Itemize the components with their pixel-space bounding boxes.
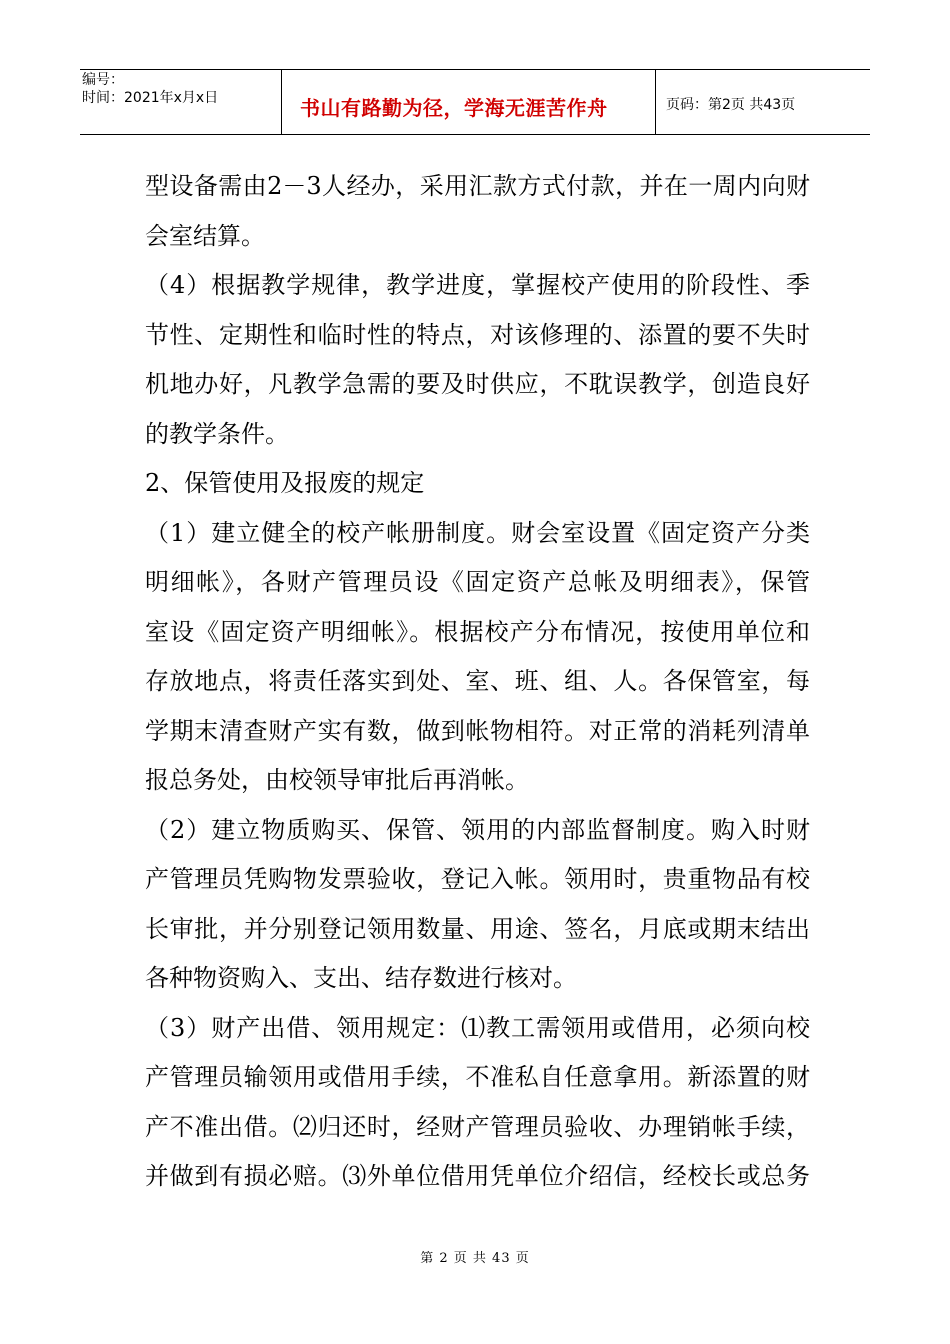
body-line: 产不准出借。⑵归还时，经财产管理员验收、办理销帐手续， xyxy=(145,1112,810,1141)
body-line: 产管理员输领用或借用手续，不准私自任意拿用。新添置的财 xyxy=(145,1063,810,1091)
body-line: 型设备需由2－3人经办，采用汇款方式付款，并在一周内向财 xyxy=(145,172,810,200)
header-motto-cell xyxy=(282,70,656,134)
document-number-label: 编号： xyxy=(82,72,124,88)
section-heading: 2、保管使用及报废的规定 xyxy=(145,469,425,497)
header-table xyxy=(80,69,870,135)
body-line: （1）建立健全的校产帐册制度。财会室设置《固定资产分类 xyxy=(145,518,810,547)
document-time-label: 时间：2021年x月x日 xyxy=(82,90,219,106)
body-line: 机地办好，凡教学急需的要及时供应，不耽误教学，创造良好 xyxy=(145,370,810,398)
body-text xyxy=(145,162,810,1202)
body-line: 明细帐》，各财产管理员设《固定资产总帐及明细表》，保管 xyxy=(145,568,810,596)
header-page-info: 页码：第2页 共43页 xyxy=(666,97,796,113)
header-meta-cell xyxy=(80,70,282,134)
body-line: 存放地点，将责任落实到处、室、班、组、人。各保管室，每 xyxy=(145,667,810,695)
body-line: （4）根据教学规律，教学进度，掌握校产使用的阶段性、季 xyxy=(145,271,810,299)
body-line: （3）财产出借、领用规定：⑴教工需领用或借用，必须向校 xyxy=(145,1013,810,1042)
body-line: 报总务处，由校领导审批后再消帐。 xyxy=(145,766,529,794)
body-line: 产管理员凭购物发票验收，登记入帐。领用时，贵重物品有校 xyxy=(145,865,810,893)
body-line: 并做到有损必赔。⑶外单位借用凭单位介绍信，经校长或总务 xyxy=(145,1162,810,1190)
body-line: 室设《固定资产明细帐》。根据校产分布情况，按使用单位和 xyxy=(145,617,810,646)
body-line: 节性、定期性和临时性的特点，对该修理的、添置的要不失时 xyxy=(145,320,810,349)
header-page-cell xyxy=(656,70,870,134)
header-motto: 书山有路勤为径，学海无涯苦作舟 xyxy=(300,96,608,120)
page-footer: 第 2 页 共 43 页 xyxy=(420,1251,530,1266)
body-line: 会室结算。 xyxy=(145,221,265,250)
document-body xyxy=(145,162,810,1202)
body-line: 长审批，并分别登记领用数量、用途、签名，月底或期末结出 xyxy=(145,914,810,943)
body-line: 各种物资购入、支出、结存数进行核对。 xyxy=(145,964,577,992)
body-line: 的教学条件。 xyxy=(145,419,289,448)
body-line: 学期末清查财产实有数，做到帐物相符。对正常的消耗列清单 xyxy=(145,716,810,745)
body-line: （2）建立物质购买、保管、领用的内部监督制度。购入时财 xyxy=(145,815,810,844)
